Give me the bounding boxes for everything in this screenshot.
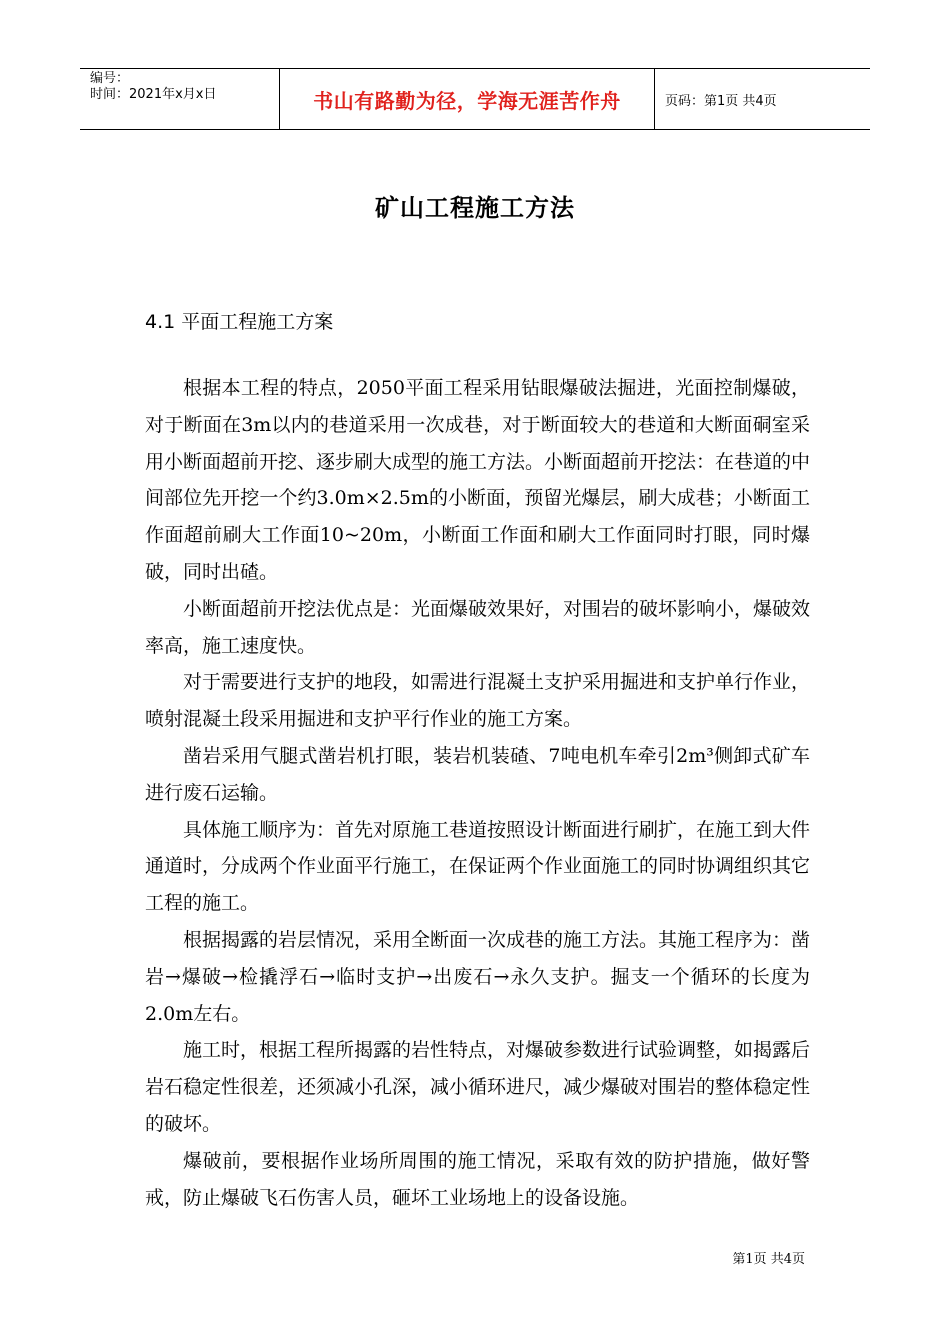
paragraph: 凿岩采用气腿式凿岩机打眼，装岩机装碴、7吨电机车牵引2m³侧卸式矿车进行废石运输。 (145, 744, 810, 804)
document-title: 矿山工程施工方法 (375, 193, 575, 222)
paragraph: 爆破前，要根据作业场所周围的施工情况，采取有效的防护措施，做好警戒，防止爆破飞石伤害人员，砸坏工业场地上的设备设施。 (145, 1149, 810, 1209)
header-motto: 书山有路勤为径，学海无涯苦作舟 (280, 69, 655, 129)
paragraph: 根据揭露的岩层情况，采用全断面一次成巷的施工方法。其施工程序为：凿岩→爆破→检撬浮石→临时支护→出废石→永久支护。掘支一个循环的长度为2.0m左右。 (145, 928, 811, 1025)
paragraph: 根据本工程的特点，2050平面工程采用钻眼爆破法掘进，光面控制爆破，对于断面在3m以内的巷道采用一次成巷，对于断面较大的巷道和大断面硐室采用小断面超前开挖、逐步刷大成型的施工方法。小断面超前开挖法：在巷道的中间部位先开挖一个约3.0m×2.5m的小断面，预留光爆层，刷大成巷；小断面工作面超前刷大工作面10~20m，小断面工作面和刷大工作面同时打眼，同时爆破，同时出碴。 (145, 377, 811, 583)
section-heading: 4.1 平面工程施工方案 (145, 311, 334, 333)
paragraph: 小断面超前开挖法优点是：光面爆破效果好，对围岩的破坏影响小，爆破效率高，施工速度快。 (145, 597, 811, 657)
body-text (145, 370, 810, 1216)
number-label: 编号： (90, 71, 130, 86)
paragraph: 对于需要进行支护的地段，如需进行混凝土支护采用掘进和支护单行作业，喷射混凝土段采用掘进和支护平行作业的施工方案。 (145, 671, 811, 731)
page-header (80, 68, 870, 130)
paragraph: 施工时，根据工程所揭露的岩性特点，对爆破参数进行试验调整，如揭露后岩石稳定性很差，还须减小孔深，减小循环进尺，减少爆破对围岩的整体稳定性的破坏。 (145, 1039, 811, 1135)
paragraph: 具体施工顺序为：首先对原施工巷道按照设计断面进行刷扩，在施工到大件通道时，分成两个作业面平行施工，在保证两个作业面施工的同时协调组织其它工程的施工。 (145, 818, 811, 915)
header-meta (80, 69, 280, 129)
date-label: 时间：2021年x月x日 (90, 87, 217, 102)
page-footer: 第1页 共4页 (732, 1252, 805, 1267)
header-page-label: 页码：第1页 共4页 (665, 93, 777, 109)
